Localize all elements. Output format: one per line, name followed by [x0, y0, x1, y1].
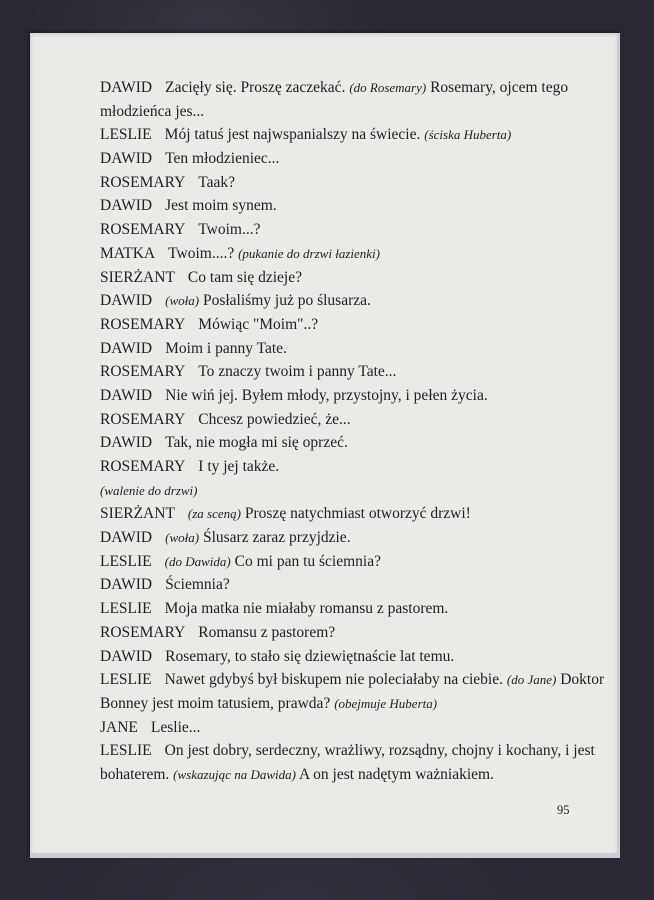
script-line: [100, 123, 580, 147]
script-line: [100, 171, 580, 195]
script-line: [100, 692, 580, 716]
speaker-name: LESLIE: [100, 126, 152, 144]
speaker-name: ROSEMARY: [100, 173, 186, 191]
script-line: [100, 573, 580, 597]
dialogue-text: Moja matka nie miałaby romansu z pastorem.: [164, 600, 449, 618]
script-line: [100, 337, 580, 361]
stage-direction: (obejmuje Huberta): [334, 695, 438, 711]
dialogue-text: To znaczy twoim i panny Tate...: [198, 363, 397, 381]
script-line: [100, 76, 580, 100]
script-line: [100, 194, 580, 218]
document-page: [30, 33, 620, 858]
speaker-name: ROSEMARY: [100, 221, 186, 239]
script-line: [100, 621, 580, 645]
script-line: [100, 526, 580, 550]
script-line: [100, 597, 580, 621]
stage-direction: (za sceną): [187, 506, 241, 522]
dialogue-text: Twoim...?: [198, 221, 261, 239]
dialogue-text: Jest moim synem.: [165, 197, 277, 215]
dialogue-text: Ściemnia?: [165, 576, 230, 594]
speaker-name: DAWID: [100, 197, 153, 215]
dialogue-text: Co tam się dzieje?: [187, 268, 302, 286]
dialogue-text: Zacięły się. Proszę zaczekać.: [165, 79, 350, 96]
page-number: 95: [557, 803, 570, 817]
script-line: [100, 384, 580, 408]
script-line: [100, 266, 580, 290]
speaker-name: DAWID: [100, 386, 153, 404]
script-line: [100, 550, 580, 574]
dialogue-text: Co mi pan tu ściemnia?: [230, 552, 381, 570]
script-line: [100, 313, 580, 337]
speaker-name: JANE: [100, 718, 138, 736]
script-line: [100, 455, 580, 479]
script-line: [100, 100, 580, 124]
script-line: [100, 218, 580, 242]
script-line: [100, 479, 580, 503]
stage-direction: (woła): [165, 293, 200, 309]
speaker-name: DAWID: [100, 292, 153, 310]
dialogue-text: Moim i panny Tate.: [165, 339, 287, 357]
speaker-name: DAWID: [100, 150, 153, 168]
speaker-name: MATKA: [100, 244, 156, 262]
stage-direction: (pukanie do drzwi łazienki): [238, 245, 380, 261]
stage-direction: (wskazując na Dawida): [173, 766, 296, 782]
dialogue-text: Taak?: [198, 173, 236, 191]
speaker-name: DAWID: [100, 647, 153, 665]
dialogue-text: A on jest nadętym ważniakiem.: [295, 765, 494, 783]
dialogue-text: bohaterem.: [100, 765, 174, 783]
script-lines: [100, 76, 605, 787]
stage-direction: (ściska Huberta): [424, 127, 512, 143]
dialogue-text: Twoim....?: [168, 244, 239, 262]
dialogue-text: Rosemary, to stało się dziewiętnaście lat temu.: [165, 647, 455, 665]
speaker-name: ROSEMARY: [100, 623, 186, 641]
dialogue-text: Nawet gdybyś był biskupem nie poleciałaby na ciebie.: [164, 671, 507, 689]
stage-direction: (do Dawida): [164, 553, 231, 569]
dialogue-text: Rosemary, ojcem tego: [426, 79, 569, 96]
speaker-name: LESLIE: [100, 742, 152, 760]
script-line: [100, 431, 580, 455]
speaker-name: DAWID: [100, 339, 153, 357]
dialogue-text: Bonney jest moim tatusiem, prawda?: [100, 694, 335, 712]
dialogue-text: Ślusarz zaraz przyjdzie.: [199, 529, 351, 547]
dialogue-text: Tak, nie mogła mi się oprzeć.: [165, 434, 348, 452]
speaker-name: DAWID: [100, 434, 153, 452]
dialogue-text: Mówiąc "Moim"..?: [198, 315, 319, 333]
dialogue-text: młodzieńca jes...: [100, 102, 205, 120]
dialogue-text: Chcesz powiedzieć, że...: [198, 410, 351, 428]
dialogue-text: Ten młodzieniec...: [165, 150, 280, 168]
dialogue-text: Mój tatuś jest najwspanialszy na świecie.: [164, 126, 425, 144]
dialogue-text: Leslie...: [150, 718, 201, 736]
script-line: [100, 289, 580, 313]
stage-direction: (woła): [165, 530, 200, 546]
script-line: [100, 502, 580, 526]
speaker-name: ROSEMARY: [100, 315, 186, 333]
stage-direction: (do Rosemary): [349, 80, 427, 95]
dialogue-text: Posłaliśmy już po ślusarza.: [199, 292, 371, 310]
script-line: [100, 763, 580, 787]
dialogue-text: On jest dobry, serdeczny, wrażliwy, rozsądny, chojny i kochany, i jest: [164, 742, 595, 760]
script-line: [100, 739, 595, 763]
script-line: [100, 242, 580, 266]
dialogue-text: I ty jej także.: [198, 458, 280, 475]
speaker-name: LESLIE: [100, 552, 152, 570]
stage-direction: (walenie do drzwi): [100, 482, 198, 498]
dialogue-text: Doktor: [556, 671, 605, 689]
speaker-name: LESLIE: [100, 671, 152, 689]
speaker-name: LESLIE: [100, 600, 152, 618]
speaker-name: ROSEMARY: [100, 458, 186, 475]
speaker-name: DAWID: [100, 576, 153, 594]
stage-direction: (do Jane): [506, 672, 557, 688]
speaker-name: SIERŻANT: [100, 268, 175, 286]
script-line: [100, 360, 580, 384]
speaker-name: SIERŻANT: [100, 505, 175, 523]
script-line: [100, 645, 580, 669]
script-line: [100, 668, 605, 692]
speaker-name: ROSEMARY: [100, 363, 186, 381]
script-line: [100, 408, 580, 432]
speaker-name: ROSEMARY: [100, 410, 186, 428]
script-line: [100, 147, 580, 171]
dialogue-text: Proszę natychmiast otworzyć drzwi!: [241, 505, 471, 523]
speaker-name: DAWID: [100, 79, 153, 96]
dialogue-text: Nie wiń jej. Byłem młody, przystojny, i pełen życia.: [165, 386, 488, 404]
script-line: [100, 716, 580, 740]
dialogue-text: Romansu z pastorem?: [198, 623, 336, 641]
speaker-name: DAWID: [100, 529, 153, 547]
